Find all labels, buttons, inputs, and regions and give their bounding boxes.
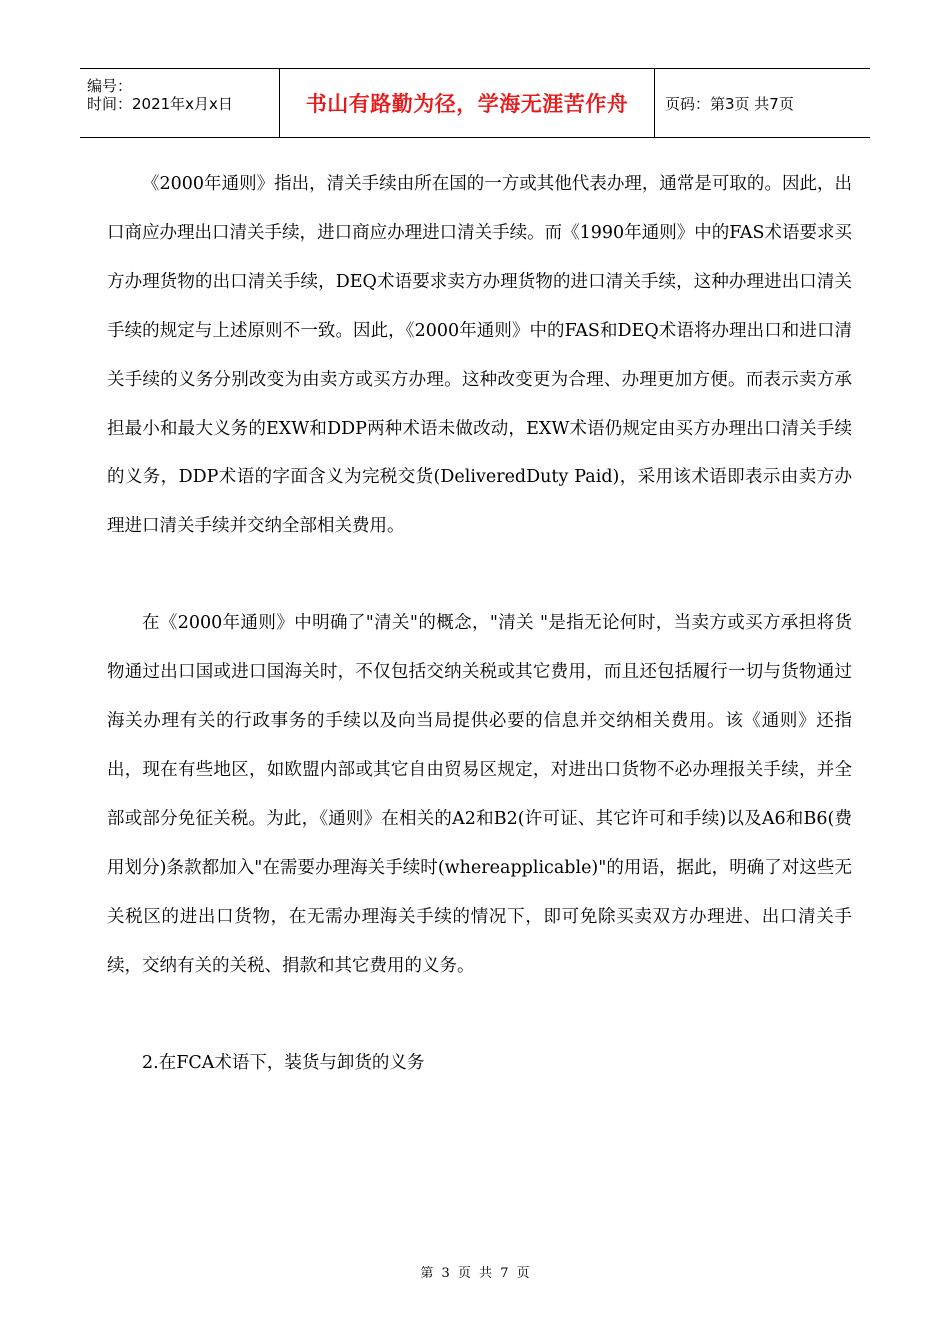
header-motto: 书山有路勤为径，学海无涯苦作舟 bbox=[305, 92, 629, 116]
document-date-label: 时间：2021年x月x日 bbox=[87, 95, 233, 113]
header-page-number: 页码：第3页 共7页 bbox=[665, 94, 794, 113]
section-heading-fca: 2.在FCA术语下，装货与卸货的义务 bbox=[142, 1052, 425, 1073]
document-number-label: 编号： bbox=[87, 77, 133, 95]
page-header bbox=[80, 68, 870, 138]
header-info-cell bbox=[80, 69, 280, 137]
paragraph-clearance-definition: 在《2000年通则》中明确了"清关"的概念，"清关 "是指无论何时，当卖方或买方承担将货物通过出口国或进口国海关时，不仅包括交纳关税或其它费用，而且还包括履行一切与货物通过海关办理有关的行政事务的手续以及向当局提供必要的信息并交纳相关费用。该《通则》还指出，现在有些地区，如欧盟内部或其它自由贸易区规定，对进出口货物不必办理报关手续，并全部或部分免征关税。为此，《通则》在相关的A2和B2(许可证、其它许可和手续)以及A6和B6(费用划分)条款都加入"在需要办理海关手续时(whereapplicable)"的用语，据此，明确了对这些无关税区的进出口货物，在无需办理海关手续的情况下，即可免除买卖双方办理进、出口清关手续，交纳有关的关税、捐款和其它费用的义务。 bbox=[107, 613, 852, 976]
header-motto-cell bbox=[280, 69, 655, 137]
page-footer: 第 3 页 共 7 页 bbox=[420, 1266, 530, 1281]
document-body bbox=[107, 160, 852, 1087]
paragraph-customs-clearance: 《2000年通则》指出，清关手续由所在国的一方或其他代表办理，通常是可取的。因此，出口商应办理出口清关手续，进口商应办理进口清关手续。而《1990年通则》中的FAS术语要求买方办理货物的出口清关手续，DEQ术语要求卖方办理货物的进口清关手续，这种办理进出口清关手续的规定与上述原则不一致。因此，《2000年通则》中的FAS和DEQ术语将办理出口和进口清关手续的义务分别改变为由卖方或买方办理。这种改变更为合理、办理更加方便。而表示卖方承担最小和最大义务的EXW和DDP两种术语未做改动，EXW术语仍规定由买方办理出口清关手续的义务，DDP术语的字面含义为完税交货(DeliveredDuty Paid)，采用该术语即表示由卖方办理进口清关手续并交纳全部相关费用。 bbox=[107, 174, 852, 537]
header-page-cell bbox=[655, 69, 870, 137]
